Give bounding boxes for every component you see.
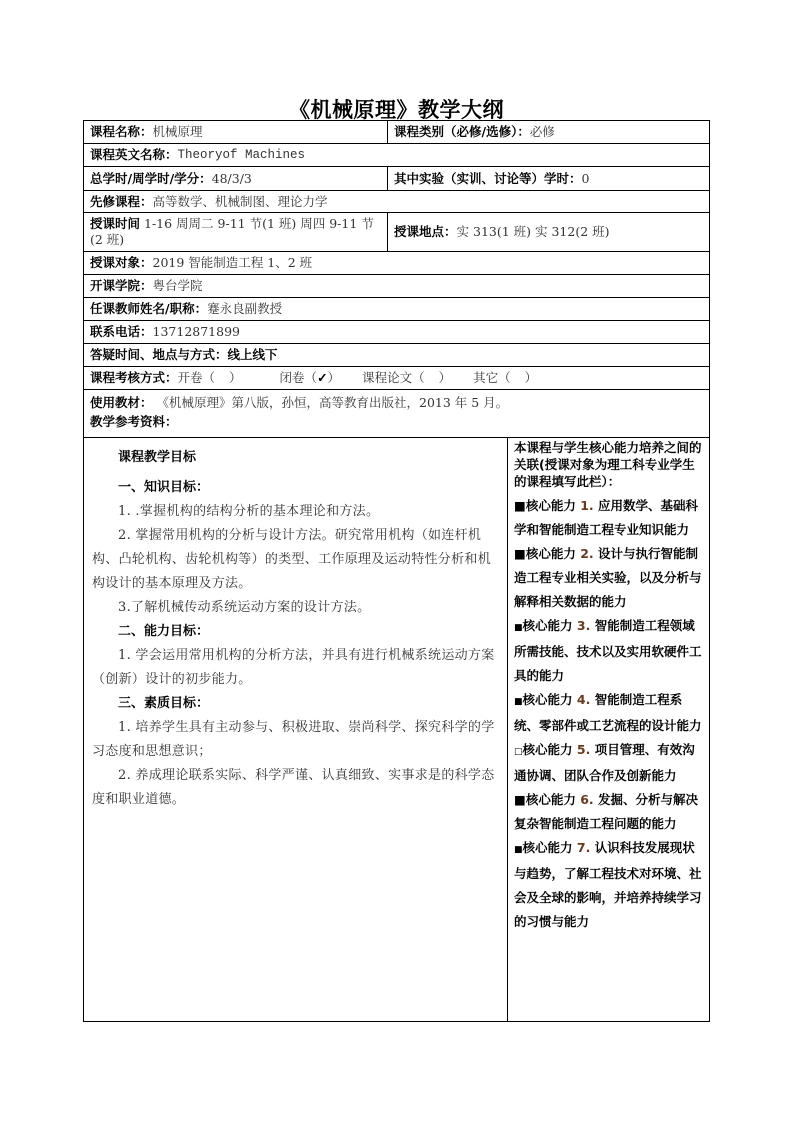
assessment-cell	[84, 367, 543, 389]
course-name-value: 机械原理	[152, 124, 203, 139]
prerequisites-label: 先修课程：	[90, 193, 153, 209]
audience-cell	[84, 252, 318, 274]
knowledge-heading: 一、知识目标：	[118, 480, 210, 495]
row-hours	[84, 167, 709, 191]
row-course-name	[84, 121, 709, 144]
assessment-other	[473, 370, 537, 386]
row-schedule	[84, 213, 709, 252]
assessment-open-book	[178, 370, 242, 386]
audience-value: 2019 智能制造工程 1、2 班	[152, 255, 313, 270]
phone-value: 13712871899	[152, 324, 240, 339]
textbook-cell	[84, 390, 514, 437]
core-ability-number: 5.	[576, 742, 591, 757]
teaching-goals-cell	[84, 438, 508, 1021]
knowledge-item: 3.了解机械传动系统运动方案的设计方法。	[118, 600, 371, 615]
references-label: 教学参考资料：	[90, 414, 178, 429]
core-ability-text: 智能制造工程系统、零部件或工艺流程的设计能力	[514, 692, 702, 733]
knowledge-item: 2. 掌握常用机构的分析与设计方法。研究常用机构（如连杆机构、凸轮机构、齿轮机构等）的类型、工作原理及运动特性分析和机构设计的基本原理及方法。	[92, 528, 492, 591]
core-ability-text: 认识科技发展现状与趋势，了解工程技术对环境、社会及全球的影响，并培养持续学习的习惯与能力	[514, 840, 702, 929]
college-label: 开课学院：	[90, 278, 153, 293]
filled-square-icon: ■	[514, 546, 526, 561]
qa-cell	[84, 344, 284, 366]
core-ability-text: 发掘、分析与解决复杂智能制造工程问题的能力	[514, 792, 699, 831]
english-name-label: 课程英文名称：	[90, 147, 178, 162]
core-ability-item	[514, 688, 703, 738]
core-ability-prefix: 核心能力	[525, 546, 576, 561]
core-abilities-cell	[508, 438, 709, 1021]
assessment-closed-book	[280, 370, 341, 386]
course-name-label: 课程名称：	[90, 124, 153, 139]
filled-square-icon: ■	[514, 498, 526, 513]
prerequisites-value: 高等数学、机械制图、理论力学	[152, 193, 328, 209]
schedule-value: 1-16 周周二 9-11 节(1 班) 周四 9-11 节(2 班)	[90, 216, 374, 247]
row-audience	[84, 252, 709, 275]
english-name-cell	[84, 144, 311, 166]
audience-label: 授课对象：	[90, 255, 153, 270]
phone-label: 联系电话：	[90, 324, 153, 339]
textbook-label: 使用教材：	[90, 395, 153, 410]
lab-hours-label: 其中实验（实训、讨论等）学时：	[394, 170, 582, 186]
empty-square-icon: □	[514, 747, 523, 757]
open-book-close: ）	[229, 370, 242, 385]
row-english-name	[84, 144, 709, 167]
core-ability-number: 2.	[580, 546, 594, 561]
english-name-value: Theoryof Machines	[177, 148, 306, 162]
core-ability-item	[514, 542, 703, 614]
row-textbook	[84, 390, 709, 438]
hours-label: 总学时/周学时/学分：	[90, 170, 212, 186]
lab-hours-cell	[388, 167, 595, 190]
open-book-label: 开卷（	[177, 370, 216, 385]
row-prerequisites	[84, 191, 709, 213]
other-label: 其它（	[473, 370, 511, 385]
closed-book-check-icon: ✓	[317, 370, 328, 385]
core-ability-text: 项目管理、有效沟通协调、团队合作及创新能力	[514, 742, 695, 783]
course-type-label: 课程类别（必修/选修）：	[394, 124, 530, 139]
filled-square-icon: ■	[514, 792, 526, 807]
core-ability-number: 6.	[580, 792, 594, 807]
assessment-paper	[362, 370, 451, 386]
teacher-value: 蹇永良副教授	[207, 301, 283, 316]
core-ability-text: 智能制造工程领域所需技能、技术以及实用软硬件工具的能力	[514, 618, 702, 683]
core-ability-item	[514, 738, 703, 788]
core-ability-prefix: 核心能力	[522, 742, 573, 757]
paper-label: 课程论文（	[362, 370, 425, 385]
location-value: 实 313(1 班) 实 312(2 班)	[456, 224, 610, 239]
lab-hours-value: 0	[581, 170, 590, 186]
teacher-label: 任课教师姓名/职称：	[90, 301, 208, 316]
filled-square-icon: ■	[514, 623, 523, 633]
core-ability-number: 7.	[576, 840, 591, 855]
row-assessment	[84, 367, 709, 390]
goals-heading: 课程教学目标	[118, 450, 197, 465]
document-title: 《机械原理》教学大纲	[289, 98, 504, 122]
location-cell	[388, 213, 616, 251]
assessment-label: 课程考核方式：	[90, 370, 178, 385]
quality-heading: 三、素质目标：	[118, 696, 210, 711]
core-ability-number: 4.	[576, 692, 591, 707]
paper-close: ）	[438, 370, 452, 385]
schedule-label: 授课时间	[90, 216, 141, 231]
hours-cell	[84, 167, 388, 190]
course-type-value: 必修	[529, 124, 555, 139]
filled-square-icon: ■	[514, 697, 523, 707]
core-ability-prefix: 核心能力	[522, 692, 573, 707]
qa-label: 答疑时间、地点与方式：	[90, 347, 228, 362]
core-ability-prefix: 核心能力	[525, 498, 576, 513]
quality-item: 1. 培养学生具有主动参与、积极进取、崇尚科学、探究科学的学习态度和思想意识；	[92, 720, 495, 759]
core-ability-number: 1.	[580, 498, 594, 513]
qa-value: 线上线下	[227, 347, 278, 362]
college-cell	[84, 275, 209, 297]
core-abilities-intro: 本课程与学生核心能力培养之间的关联(授课对象为理工科专业学生的课程填写此栏）：	[514, 440, 702, 489]
core-ability-prefix: 核心能力	[522, 618, 573, 633]
ability-heading: 二、能力目标：	[118, 624, 210, 639]
other-close: ）	[524, 370, 538, 385]
textbook-value: 《机械原理》第八版，孙恒，高等教育出版社，2013 年 5 月。	[156, 395, 509, 410]
row-phone	[84, 321, 709, 344]
quality-item: 2. 养成理论联系实际、科学严谨、认真细致、实事求是的科学态度和职业道德。	[92, 768, 495, 807]
syllabus-table	[83, 120, 710, 1022]
closed-book-label: 闭卷（	[279, 370, 318, 385]
filled-square-icon: ■	[514, 845, 523, 855]
teacher-cell	[84, 298, 288, 320]
schedule-cell	[84, 213, 388, 251]
core-ability-text: 应用数学、基础科学和智能制造工程专业知识能力	[514, 498, 699, 537]
prerequisites-cell	[84, 191, 334, 212]
college-value: 粤台学院	[152, 278, 203, 293]
closed-book-close: ）	[327, 370, 341, 385]
core-ability-prefix: 核心能力	[525, 792, 576, 807]
phone-cell	[84, 321, 246, 343]
row-college	[84, 275, 709, 298]
core-ability-item	[514, 494, 703, 542]
course-type-cell	[388, 121, 561, 143]
core-ability-text: 设计与执行智能制造工程专业相关实验，以及分析与解释相关数据的能力	[514, 546, 702, 609]
core-ability-item	[514, 836, 703, 934]
goals-section	[84, 438, 709, 1021]
core-ability-item	[514, 614, 703, 688]
core-ability-item	[514, 788, 703, 836]
knowledge-item: 1. .掌握机构的结构分析的基本理论和方法。	[118, 504, 380, 519]
row-qa	[84, 344, 709, 367]
location-label: 授课地点：	[394, 224, 457, 239]
hours-value: 48/3/3	[211, 170, 252, 186]
core-ability-prefix: 核心能力	[522, 840, 573, 855]
core-ability-number: 3.	[576, 618, 591, 633]
ability-item: 1. 学会运用常用机构的分析方法，并具有进行机械系统运动方案（创新）设计的初步能力。	[92, 648, 495, 687]
row-teacher	[84, 298, 709, 321]
course-name-cell	[84, 121, 388, 143]
